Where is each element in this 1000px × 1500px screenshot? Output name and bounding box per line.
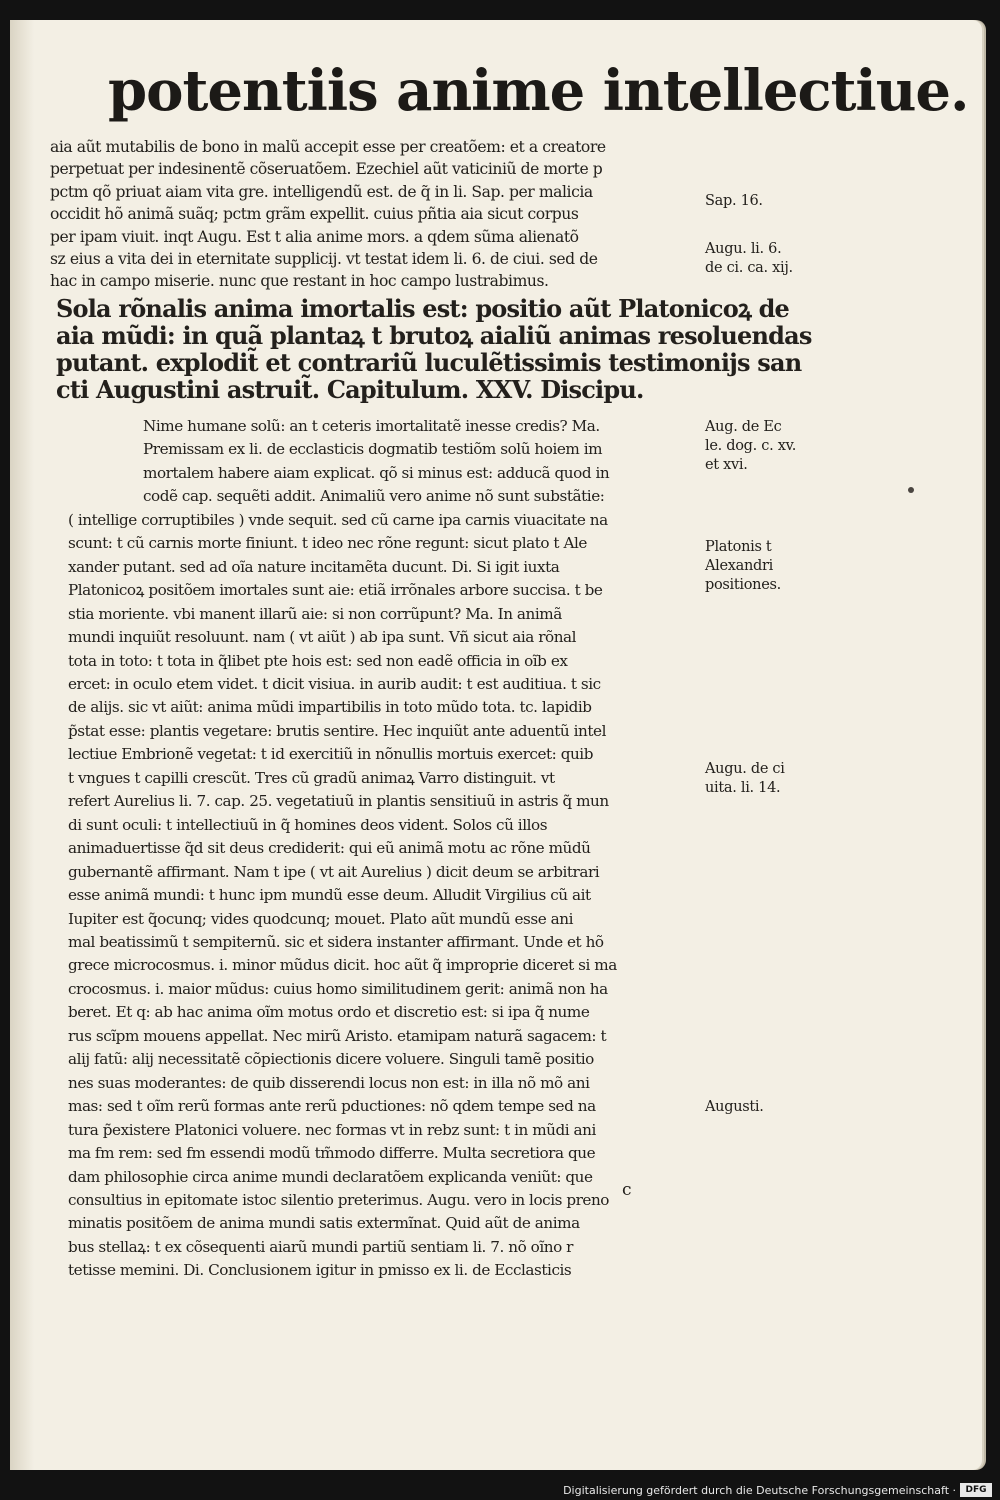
- text-line: nes suas moderantes: de quib disserendi locus non est: in illa nõ mõ ani: [68, 1073, 590, 1092]
- margin-line: de ci. ca. xij.: [705, 260, 793, 276]
- text-line: pctm qõ priuat aiam vita gre. intelligendũ est. de q̃ in li. Sap. per malicia: [50, 182, 593, 201]
- signature-mark: c: [622, 1180, 632, 1200]
- text-line: mas: sed t oĩm rerũ formas ante rerũ pductiones: nõ qdem tempe sed na: [68, 1097, 596, 1116]
- margin-line: Sap. 16.: [705, 193, 763, 209]
- text-line: ercet: in oculo etem videt. t dicit visiua. in aurib audit: t est auditiua. t sic: [68, 674, 601, 693]
- margin-line: positiones.: [705, 577, 781, 593]
- dfg-logo-icon: DFG: [960, 1483, 992, 1497]
- margin-line: et xvi.: [705, 457, 748, 473]
- text-line: beret. Et q: ab hac anima oĩm motus ordo et discretio est: si ipa q̃ nume: [68, 1003, 590, 1022]
- text-line: codẽ cap. sequẽti addit. Animaliũ vero anime nõ sunt substãtie:: [143, 487, 605, 506]
- margin-note-augu-civita: [705, 760, 835, 798]
- text-line: rus scĩpm mouens appellat. Nec mirũ Aristo. etamipam naturã sagacem: t: [68, 1026, 607, 1045]
- margin-line: uita. li. 14.: [705, 780, 781, 796]
- margin-note-augu-civ: [705, 240, 835, 278]
- margin-note-sap: [705, 192, 835, 211]
- heading-line: aia mũdi: in quã plantaꝝ t brutoꝝ aialiũ animas resoluendas: [56, 321, 812, 350]
- text-line: p̃stat esse: plantis vegetare: brutis sentire. Hec inquiũt ante aduentũ intel: [68, 721, 606, 740]
- text-line: crocosmus. i. maior mũdus: cuius homo similitudinem gerit: animã non ha: [68, 979, 608, 998]
- text-line: sz eius a vita dei in eternitate supplicij. vt testat idem li. 6. de ciui. sed de: [50, 250, 598, 269]
- text-line: ma fm rem: sed fm essendi modũ tm̃modo differre. Multa secretiora que: [68, 1144, 596, 1163]
- text-line: Platonicoꝝ positõem imortales sunt aie: etiã irrõnales arbore succisa. t be: [68, 581, 603, 600]
- text-line: mundi inquiũt resoluunt. nam ( vt aiũt ) ab ipa sunt. Vñ sicut aia rõnal: [68, 628, 577, 647]
- text-line: minatis positõem de anima mundi satis extermĩnat. Quid aũt de anima: [68, 1214, 580, 1233]
- chapter-heading: [56, 294, 812, 404]
- text-line: alij fatũ: alij necessitatẽ cõpiectionis dicere voluere. Singuli tamẽ positio: [68, 1050, 594, 1069]
- text-line: aia aũt mutabilis de bono in malũ accepit esse per creatõem: et a creatore: [50, 138, 606, 156]
- margin-note-platonis: [705, 538, 835, 595]
- text-line: bus stellaꝝ: t ex cõsequenti aiarũ mundi partiũ sentiam li. 7. nõ oĩno r: [68, 1237, 573, 1256]
- text-line: Nime humane solũ: an t ceteris imortalitatẽ inesse credis? Ma.: [143, 417, 600, 435]
- text-line: perpetuat per indesinentẽ cõseruatõem. Ezechiel aũt vaticiniũ de morte p: [50, 160, 603, 179]
- opening-paragraph: [50, 136, 700, 293]
- text-line: ( intellige corruptibiles ) vnde sequit. sed cũ carne ipa carnis viuacitate na: [68, 510, 608, 529]
- text-line: stia moriente. vbi manent illarũ aie: si non corrũpunt? Ma. In animã: [68, 604, 562, 623]
- text-line: t vngues t capilli crescũt. Tres cũ gradũ animaꝝ Varro distinguit. vt: [68, 768, 555, 787]
- margin-note-aug-eccl: [705, 418, 835, 475]
- text-line: xander putant. sed ad oĩa nature incitamẽta ducunt. Di. Si igit iuxta: [68, 557, 560, 576]
- text-line: animaduertisse q̃d sit deus crediderit: qui eũ animã motu ac rõne mũdũ: [68, 839, 591, 858]
- margin-line: Platonis t: [705, 539, 772, 555]
- running-head: potentiis anime intellectiue.: [108, 58, 969, 124]
- footer-credit: Digitalisierung gefördert durch die Deutsche Forschungsgemeinschaft ·: [563, 1484, 956, 1497]
- text-line: gubernantẽ affirmant. Nam t ipe ( vt ait Aurelius ) dicit deum se arbitrari: [68, 862, 600, 881]
- margin-line: Aug. de Ec: [705, 419, 782, 435]
- text-line: mortalem habere aiam explicat. qõ si minus est: adducã quod in: [143, 463, 610, 482]
- heading-line: Sola rõnalis anima imortalis est: positio aũt Platonicoꝝ de: [56, 294, 790, 323]
- text-line: de alijs. sic vt aiũt: anima mũdi impartibilis in toto mũdo tota. tc. lapidib: [68, 698, 592, 717]
- margin-line: Alexandri: [705, 558, 774, 574]
- text-line: tota in toto: t tota in q̃libet pte hois est: sed non eadẽ officia in oĩb ex: [68, 651, 568, 670]
- text-line: occidit hõ animã suãq; pctm grãm expellit. cuius pñtia aia sicut corpus: [50, 205, 579, 224]
- text-line: consultius in epitomate istoc silentio preterimus. Augu. vero in locis preno: [68, 1190, 609, 1209]
- ink-speck: [908, 487, 914, 493]
- text-line: lectiue Embrionẽ vegetat: t id exercitiũ in nõnullis mortuis exercet: quib: [68, 745, 593, 764]
- text-line: hac in campo miserie. nunc que restant in hoc campo lustrabimus.: [50, 272, 549, 291]
- text-line: dam philosophie circa anime mundi declaratõem explicanda veniũt: que: [68, 1167, 593, 1186]
- margin-note-augusti: [705, 1098, 835, 1117]
- text-line: refert Aurelius li. 7. cap. 25. vegetatiuũ in plantis sensitiuũ in astris q̃ mun: [68, 792, 609, 811]
- text-line: scunt: t cũ carnis morte finiunt. t ideo nec rõne regunt: sicut plato t Ale: [68, 534, 587, 553]
- heading-line: cti Augustini astruit̃. Capitulum. XXV. Discipu.: [56, 375, 644, 404]
- text-line: tetisse memini. Di. Conclusionem igitur in pmisso ex li. de Ecclasticis: [68, 1261, 572, 1280]
- text-line: tura p̃existere Platonici voluere. nec formas vt in rebz sunt: t in mũdi ani: [68, 1120, 596, 1139]
- heading-line: putant. explodit̃ et contrariũ luculẽtissimis testimonijs san: [56, 348, 802, 377]
- text-line: per ipam viuit. inqt Augu. Est t alia anime mors. a qdem sũma alienatõ: [50, 227, 579, 246]
- text-line: grece microcosmus. i. minor mũdus dicit. hoc aũt q̃ improprie diceret si ma: [68, 956, 617, 975]
- margin-line: Augu. de ci: [705, 761, 785, 777]
- chapter-body: [68, 415, 698, 1283]
- text-line: mal beatissimũ t sempiternũ. sic et sidera instanter affirmant. Unde et hõ: [68, 932, 604, 951]
- text-line: di sunt oculi: t intellectiuũ in q̃ homines deos vident. Solos cũ illos: [68, 815, 548, 834]
- margin-line: Augu. li. 6.: [705, 241, 782, 257]
- text-line: esse animã mundi: t hunc ipm mundũ esse deum. Alludit Virgilius cũ ait: [68, 886, 591, 905]
- margin-line: Augusti.: [705, 1099, 764, 1115]
- text-line: Iupiter est q̃ocunq; vides quodcunq; mouet. Plato aũt mundũ esse ani: [68, 909, 574, 928]
- margin-line: le. dog. c. xv.: [705, 438, 797, 454]
- text-line: Premissam ex li. de ecclasticis dogmatib testiõm solũ hoiem im: [143, 440, 603, 459]
